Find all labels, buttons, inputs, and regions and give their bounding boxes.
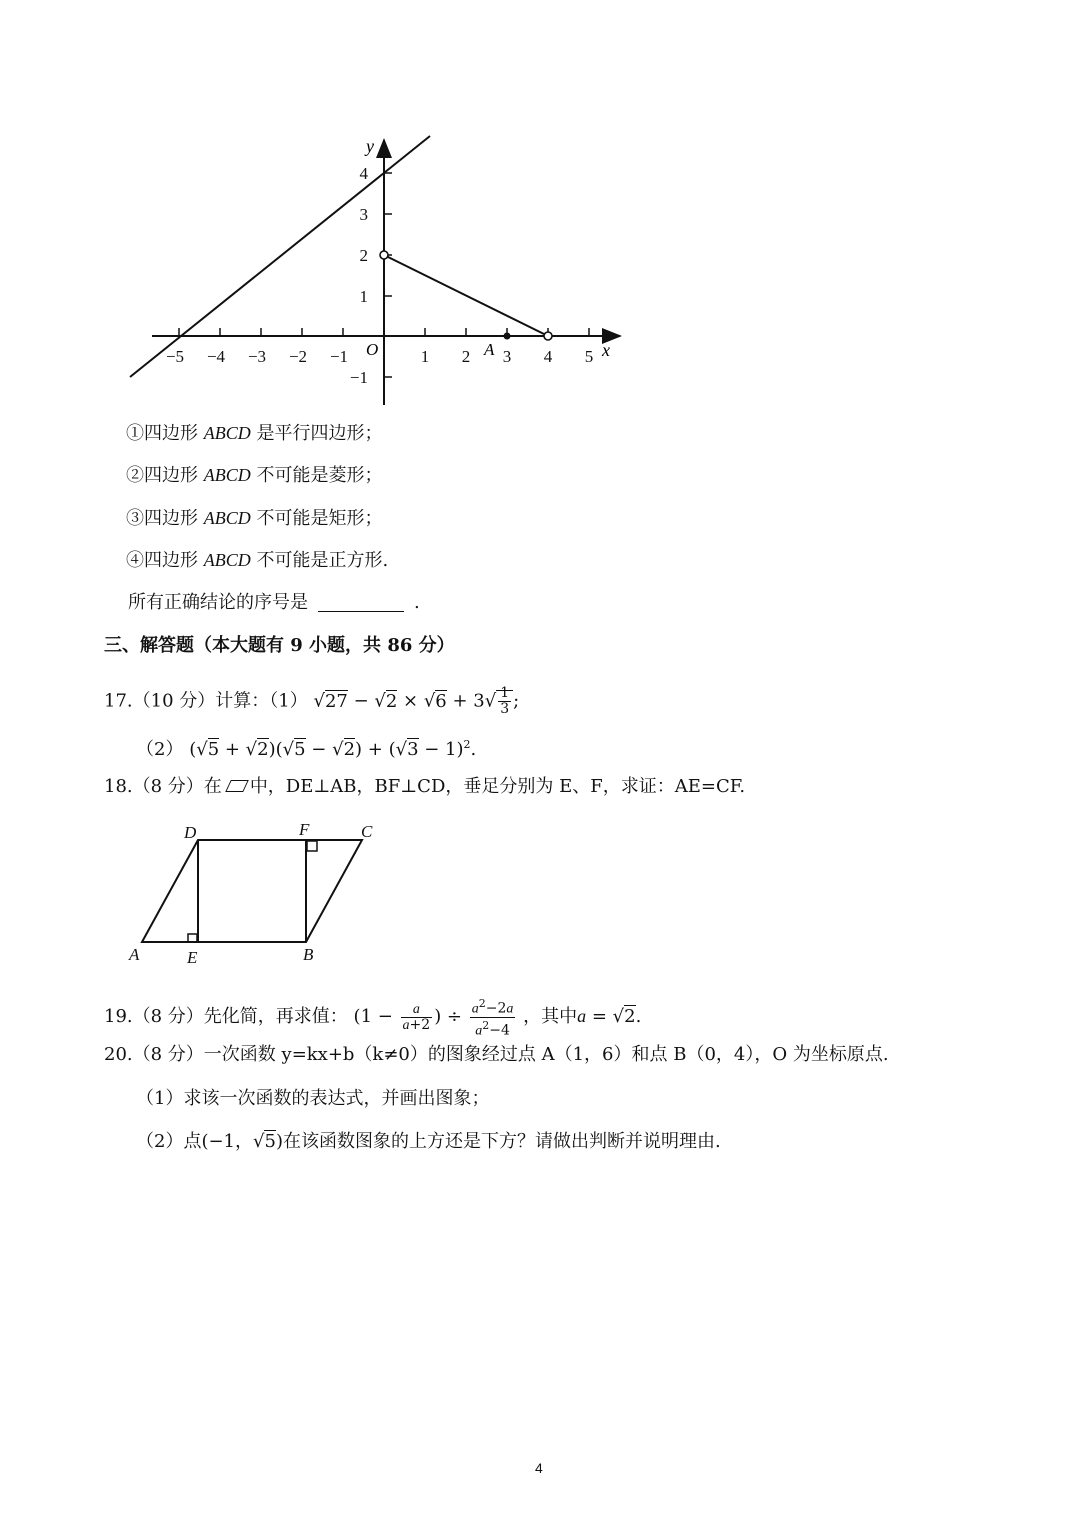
option-num: ②四边形 (126, 465, 198, 486)
question-20: 20.（8 分）一次函数 y=kx+b（k≠0）的图象经过点 A（1，6）和点 B（0，4），O 为坐标原点. (104, 1044, 889, 1065)
coordinate-graph (0, 0, 700, 420)
question-17-part-2 (136, 733, 476, 762)
q20-sub2-a: （2）点 (136, 1131, 202, 1152)
q20-sub2-b: 在该函数图象的上方还是下方？请做出判断并说明理由. (282, 1131, 721, 1152)
q19-label: 19.（8 分）先化简，再求值： (104, 1006, 348, 1028)
q17-expression-2: $(√5 + √2)(√5 - √2) + (√3 - 1)^2$. (189, 738, 477, 760)
section-title: 三、解答题（本大题有 9 小题，共 86 分） (104, 635, 455, 656)
page-number: 4 (535, 1460, 543, 1476)
q19-tail: ，其中 (523, 1006, 578, 1028)
option-var: ABCD (203, 465, 251, 485)
option-text: 不可能是矩形； (256, 508, 383, 529)
x-tick-label: −1 (329, 347, 349, 366)
vertex-b: B (303, 945, 314, 964)
x-tick-label: 3 (502, 347, 512, 366)
x-tick-label: 4 (543, 347, 553, 366)
question-18 (104, 775, 745, 799)
answer-prompt: 所有正确结论的序号是 (128, 592, 308, 613)
option-text: 不可能是正方形. (256, 550, 389, 571)
y-tick-label: −1 (349, 368, 368, 387)
option-text: 不可能是菱形； (256, 465, 383, 486)
option-num: ③四边形 (126, 508, 198, 529)
parallelogram-symbol (225, 780, 249, 792)
vertex-c: C (361, 822, 373, 841)
answer-end: . (414, 592, 420, 613)
x-tick-label: 1 (420, 347, 430, 366)
open-point-4-0 (544, 332, 552, 340)
option-var: ABCD (203, 550, 251, 570)
question-20-part-1: （1）求该一次函数的表达式，并画出图象； (136, 1088, 490, 1109)
vertex-d: D (184, 823, 197, 842)
option-num: ④四边形 (126, 550, 198, 571)
y-tick-label: 4 (359, 164, 368, 183)
option-3 (126, 506, 382, 531)
question-19 (104, 996, 641, 1038)
q17-expression-1: √27 − √2 × √6 + 3√ $\frac{1}{3}$ ; (313, 685, 520, 717)
option-text: 是平行四边形； (256, 423, 383, 444)
y-axis-label: y (366, 136, 374, 156)
x-tick-label: −5 (165, 347, 185, 366)
vertex-f: F (299, 820, 310, 839)
option-num: ①四边形 (126, 423, 198, 444)
point-a-label: A (484, 340, 495, 359)
option-4 (126, 548, 388, 573)
vertex-a: A (129, 945, 140, 964)
origin-label: O (366, 340, 379, 359)
point-a (504, 333, 511, 340)
x-tick-label: −4 (206, 347, 226, 366)
option-2 (126, 463, 382, 488)
answer-blank[interactable] (318, 593, 404, 612)
q18-label: 18.（8 分）在 (104, 776, 222, 797)
y-tick-label: 2 (359, 246, 368, 265)
x-tick-label: 5 (584, 347, 594, 366)
answer-line (128, 591, 420, 615)
q19-condition: a = √2. (577, 1006, 642, 1028)
segment-2-to-4 (384, 255, 548, 336)
x-axis-label: x (602, 340, 610, 360)
y-tick-label: 1 (359, 287, 368, 306)
q19-expression: (1 − $\frac{a}{a+2}$ ) ÷ $\frac{a^2-2a}{a^2-4}$ (353, 997, 514, 1039)
y-tick-label: 3 (359, 205, 368, 224)
x-tick-label: −2 (288, 347, 308, 366)
question-17 (104, 686, 519, 717)
x-tick-label: 2 (461, 347, 471, 366)
q17-label: 17.（10 分）计算：（1） (104, 690, 308, 712)
option-var: ABCD (203, 508, 251, 528)
open-point-0-2 (380, 251, 388, 259)
q18-text: 中，DE⊥AB，BF⊥CD，垂足分别为 E、F，求证：AE=CF. (249, 776, 746, 797)
q17-sub2-label: （2） (136, 739, 184, 760)
q20-point: (−1，√5) (201, 1131, 283, 1152)
parallelogram-figure (120, 815, 400, 975)
option-var: ABCD (203, 423, 251, 443)
question-20-part-2 (136, 1130, 721, 1154)
x-tick-label: −3 (247, 347, 267, 366)
vertex-e: E (187, 948, 198, 967)
option-1 (126, 421, 382, 446)
